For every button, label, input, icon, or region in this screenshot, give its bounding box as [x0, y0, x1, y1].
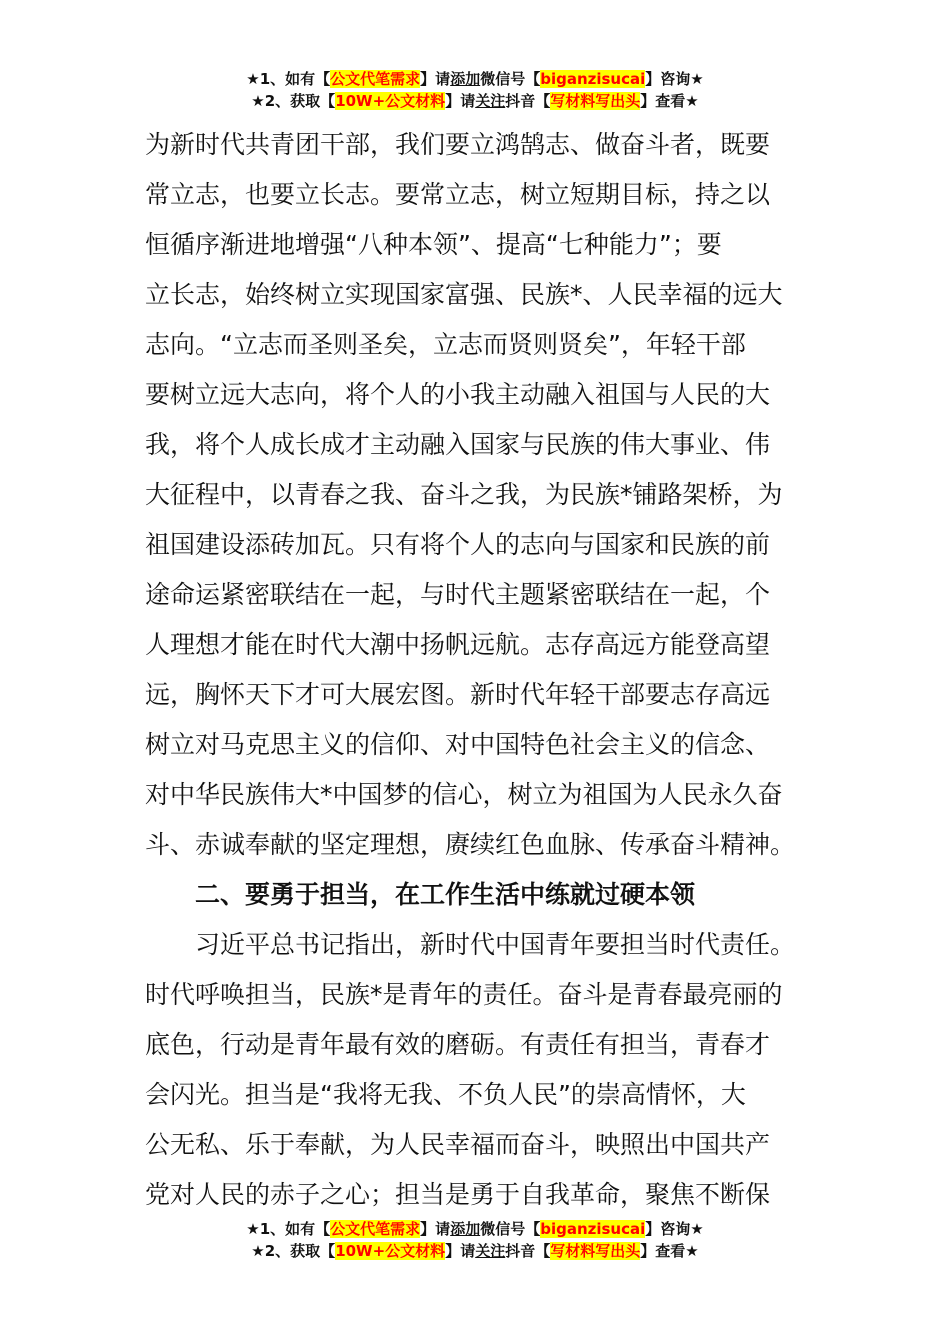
banner-text: ★2、获取【	[251, 1242, 336, 1260]
body-line: 要树立远大志向，将个人的小我主动融入祖国与人民的大	[145, 380, 771, 409]
body-line: 祖国建设添砖加瓦。只有将个人的志向与国家和民族的前	[145, 530, 771, 559]
banner-text: ★1、如有【	[246, 70, 331, 88]
banner-underlined: 添加	[450, 1220, 481, 1238]
banner-text: 微信号【	[480, 1220, 541, 1238]
banner-text: 】查看★	[640, 92, 699, 110]
banner-douyin-id: 写材料写出头	[550, 92, 641, 110]
banner-underlined: 添加	[450, 70, 481, 88]
body-line: 公无私、乐于奉献，为人民幸福而奋斗，映照出中国共产	[145, 1130, 771, 1159]
banner-text: 抖音【	[505, 1242, 551, 1260]
body-line: 习近平总书记指出，新时代中国青年要担当时代责任。	[145, 930, 796, 959]
body-line: 我，将个人成长成才主动融入国家与民族的伟大事业、伟	[145, 430, 771, 459]
body-line: 恒循序渐进地增强“八种本领”、提高“七种能力”；要	[145, 230, 722, 259]
banner-text: 】咨询★	[645, 1220, 704, 1238]
banner-text: 】查看★	[640, 1242, 699, 1260]
body-line: 对中华民族伟大*中国梦的信心，树立为祖国为人民永久奋	[145, 780, 783, 809]
body-line: 为新时代共青团干部，我们要立鸿鹄志、做奋斗者，既要	[145, 130, 771, 159]
header-banner	[0, 68, 950, 112]
banner-text: 】请	[420, 70, 451, 88]
banner-line-1	[0, 68, 950, 90]
banner-text: ★1、如有【	[246, 1220, 331, 1238]
body-line: 会闪光。担当是“我将无我、不负人民”的崇高情怀，大	[145, 1080, 746, 1109]
body-line: 树立对马克思主义的信仰、对中国特色社会主义的信念、	[145, 730, 771, 759]
banner-highlight: 公文代笔需求	[330, 70, 421, 88]
banner-text: 】请	[445, 92, 476, 110]
body-line: 斗、赤诚奉献的坚定理想，赓续红色血脉、传承奋斗精神。	[145, 830, 796, 859]
banner-underlined: 关注	[475, 1242, 506, 1260]
banner-douyin-id: 写材料写出头	[550, 1242, 641, 1260]
body-line: 党对人民的赤子之心；担当是勇于自我革命，聚焦不断保	[145, 1180, 771, 1209]
body-line: 远，胸怀天下才可大展宏图。新时代年轻干部要志存高远	[145, 680, 771, 709]
body-line: 志向。“立志而圣则圣矣，立志而贤则贤矣”，年轻干部	[145, 330, 746, 359]
banner-wechat-id: biganzisucai	[540, 1220, 646, 1238]
document-body	[145, 120, 825, 1220]
body-line: 途命运紧密联结在一起，与时代主题紧密联结在一起，个	[145, 580, 771, 609]
banner-wechat-id: biganzisucai	[540, 70, 646, 88]
body-line: 底色，行动是青年最有效的磨砺。有责任有担当，青春才	[145, 1030, 771, 1059]
banner-line-2	[0, 1240, 950, 1262]
banner-text: 微信号【	[480, 70, 541, 88]
banner-line-1	[0, 1218, 950, 1240]
banner-underlined: 关注	[475, 92, 506, 110]
banner-highlight: 公文代笔需求	[330, 1220, 421, 1238]
body-line: 大征程中，以青春之我、奋斗之我，为民族*铺路架桥，为	[145, 480, 783, 509]
banner-line-2	[0, 90, 950, 112]
body-line: 立长志，始终树立实现国家富强、民族*、人民幸福的远大	[145, 280, 783, 309]
banner-text: 】请	[420, 1220, 451, 1238]
banner-text: ★2、获取【	[251, 92, 336, 110]
body-line: 时代呼唤担当，民族*是青年的责任。奋斗是青春最亮丽的	[145, 980, 783, 1009]
footer-banner	[0, 1218, 950, 1262]
body-line: 常立志，也要立长志。要常立志，树立短期目标，持之以	[145, 180, 771, 209]
banner-text: 】请	[445, 1242, 476, 1260]
section-heading: 二、要勇于担当，在工作生活中练就过硬本领	[145, 880, 696, 909]
banner-text: 】咨询★	[645, 70, 704, 88]
banner-highlight: 10W+公文材料	[335, 1242, 446, 1260]
banner-text: 抖音【	[505, 92, 551, 110]
body-line: 人理想才能在时代大潮中扬帆远航。志存高远方能登高望	[145, 630, 771, 659]
banner-highlight: 10W+公文材料	[335, 92, 446, 110]
